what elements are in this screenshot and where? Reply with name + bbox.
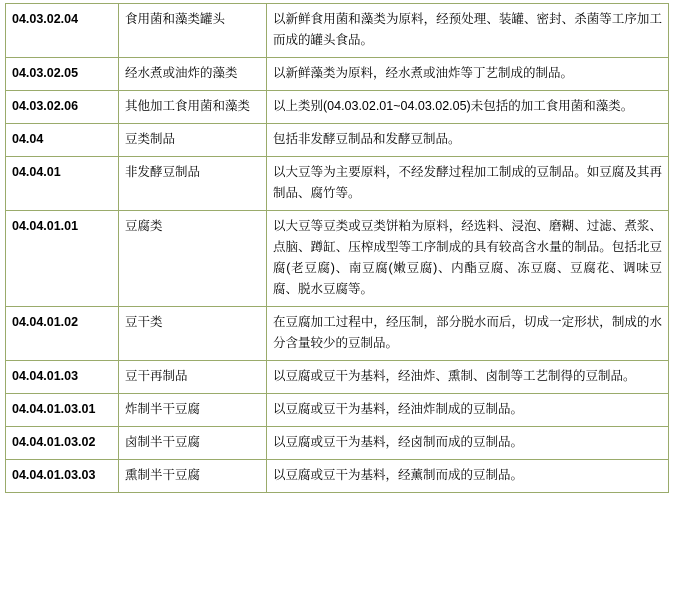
category-name: 卤制半干豆腐 bbox=[119, 427, 267, 460]
table-row bbox=[6, 91, 669, 124]
category-code: 04.04.01.03.03 bbox=[6, 460, 119, 493]
category-description: 以豆腐或豆干为基料，经卤制而成的豆制品。 bbox=[267, 427, 669, 460]
category-name: 食用菌和藻类罐头 bbox=[119, 4, 267, 58]
category-code: 04.04.01.03.01 bbox=[6, 394, 119, 427]
table-row bbox=[6, 58, 669, 91]
category-name: 豆腐类 bbox=[119, 211, 267, 307]
category-description: 以大豆等为主要原料，不经发酵过程加工制成的豆制品。如豆腐及其再制品、腐竹等。 bbox=[267, 157, 669, 211]
category-name: 非发酵豆制品 bbox=[119, 157, 267, 211]
category-description: 以新鲜藻类为原料，经水煮或油炸等丁艺制成的制品。 bbox=[267, 58, 669, 91]
category-description: 以新鲜食用菌和藻类为原料，经预处理、装罐、密封、杀菌等工序加工而成的罐头食品。 bbox=[267, 4, 669, 58]
category-code: 04.03.02.04 bbox=[6, 4, 119, 58]
table-row bbox=[6, 394, 669, 427]
category-code: 04.04.01.03 bbox=[6, 361, 119, 394]
table-row bbox=[6, 124, 669, 157]
table-row bbox=[6, 427, 669, 460]
category-name: 豆干类 bbox=[119, 307, 267, 361]
category-name: 豆类制品 bbox=[119, 124, 267, 157]
category-name: 经水煮或油炸的藻类 bbox=[119, 58, 267, 91]
category-description: 包括非发酵豆制品和发酵豆制品。 bbox=[267, 124, 669, 157]
food-category-table bbox=[5, 3, 669, 493]
table-row bbox=[6, 4, 669, 58]
category-code: 04.04.01.01 bbox=[6, 211, 119, 307]
category-description: 以豆腐或豆干为基料，经油炸制成的豆制品。 bbox=[267, 394, 669, 427]
category-code: 04.04.01.02 bbox=[6, 307, 119, 361]
category-name: 熏制半干豆腐 bbox=[119, 460, 267, 493]
category-name: 豆干再制品 bbox=[119, 361, 267, 394]
category-description: 在豆腐加工过程中，经压制，部分脱水而后，切成一定形状，制成的水分含量较少的豆制品。 bbox=[267, 307, 669, 361]
category-description: 以豆腐或豆干为基料，经油炸、熏制、卤制等工艺制得的豆制品。 bbox=[267, 361, 669, 394]
table-row bbox=[6, 157, 669, 211]
category-description: 以豆腐或豆干为基料，经薰制而成的豆制品。 bbox=[267, 460, 669, 493]
table-row bbox=[6, 460, 669, 493]
category-description: 以上类别(04.03.02.01~04.03.02.05)未包括的加工食用菌和藻类。 bbox=[267, 91, 669, 124]
table-row bbox=[6, 361, 669, 394]
category-code: 04.03.02.05 bbox=[6, 58, 119, 91]
category-name: 其他加工食用菌和藻类 bbox=[119, 91, 267, 124]
table-row bbox=[6, 211, 669, 307]
category-name: 炸制半干豆腐 bbox=[119, 394, 267, 427]
category-code: 04.04.01 bbox=[6, 157, 119, 211]
category-code: 04.04.01.03.02 bbox=[6, 427, 119, 460]
category-description: 以大豆等豆类或豆类饼粕为原料，经选料、浸泡、磨糊、过滤、煮浆、点脑、蹲缸、压榨成型等工序制成的具有较高含水量的制品。包括北豆腐(老豆腐)、南豆腐(嫩豆腐)、内酯豆腐、冻豆腐、豆腐花、调味豆腐、脱水豆腐等。 bbox=[267, 211, 669, 307]
category-code: 04.04 bbox=[6, 124, 119, 157]
table-row bbox=[6, 307, 669, 361]
category-code: 04.03.02.06 bbox=[6, 91, 119, 124]
